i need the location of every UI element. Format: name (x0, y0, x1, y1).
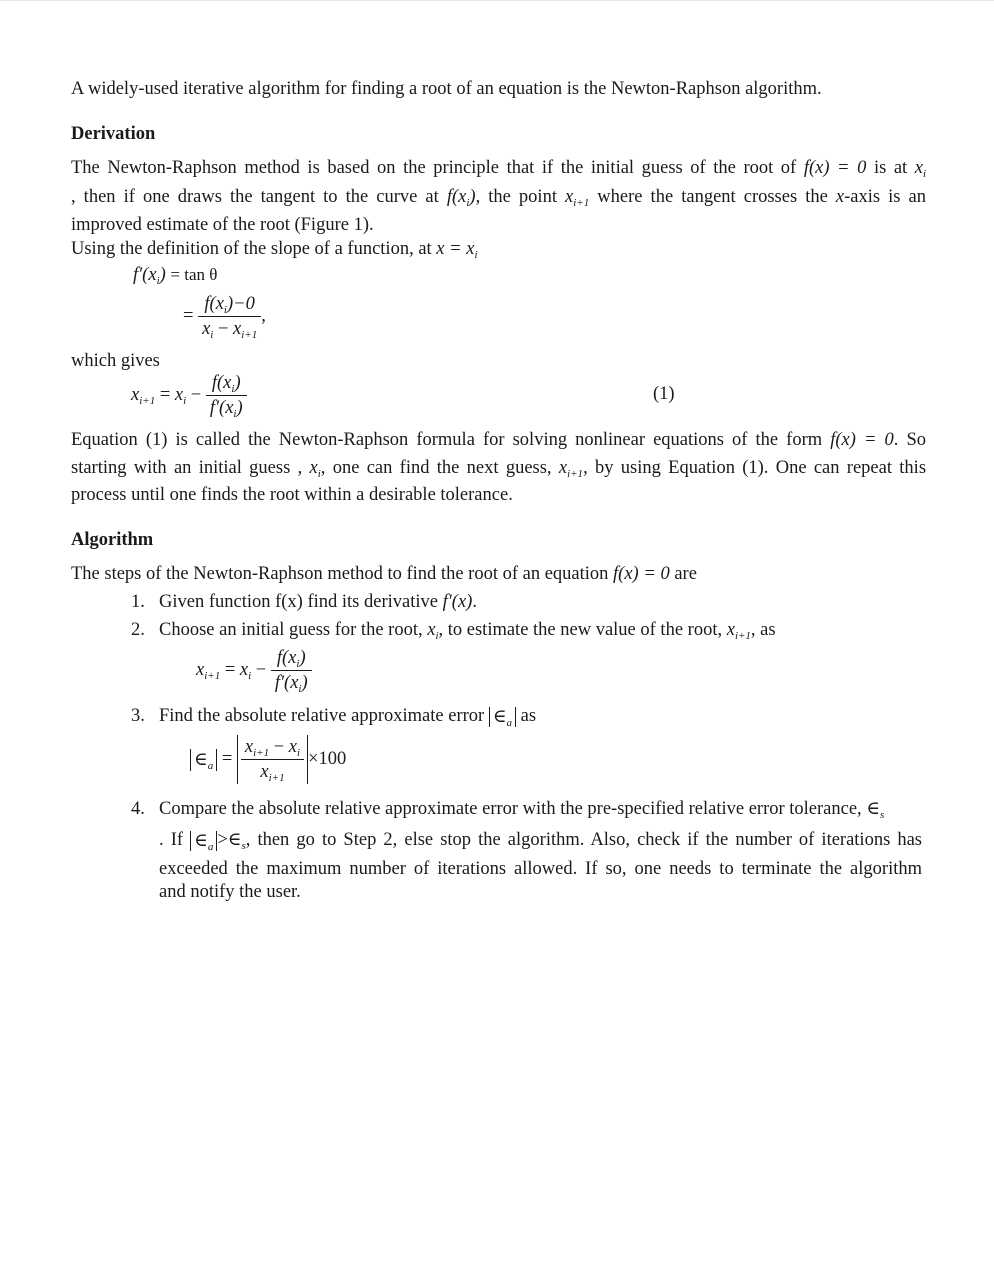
step-4-number: 4. (131, 799, 145, 819)
formula-explanation-line-3: process until one finds the root within a desirable tolerance. (71, 485, 513, 505)
step-1-text: Given function f(x) find its derivative f′(x). (159, 592, 477, 612)
x-i: $x_i$ (914, 158, 927, 180)
intro-paragraph: A widely-used iterative algorithm for finding a root of an equation is the Newton-Raphson algorithm. (71, 79, 822, 99)
derivation-paragraph-line-3: improved estimate of the root (Figure 1). (71, 215, 374, 235)
fx-equals-zero: f(x) = 0 (803, 158, 867, 178)
step-3-number: 3. (131, 706, 145, 726)
f-of-xi: $f(x_i)$ (446, 187, 476, 209)
algorithm-heading: Algorithm (71, 530, 154, 550)
formula-explanation-line-2: starting with an initial guess , $x_i$, one can find the next guess, $x_{i+1}$, by using Equation (1). One can repeat this (71, 458, 927, 480)
newton-raphson-formula: $x_{i+1} = x_i$ − $\frac{f(x_i)}{f'(x_i)}$ (131, 371, 247, 420)
formula-explanation-line-1: Equation (1) is called the Newton-Raphson formula for solving nonlinear equations of the form f(x) = 0. So (71, 430, 927, 450)
slope-definition-text: Using the definition of the slope of a function, at $x = x_i$ (71, 239, 478, 261)
step-2-text: Choose an initial guess for the root, $x_i$, to estimate the new value of the root, $x_{i+1}$, as (159, 620, 776, 642)
equation-number: (1) (653, 384, 675, 404)
derivation-paragraph-line-1: The Newton-Raphson method is based on the principle that if the initial guess of the root of f(x) = 0 is at $x_i$ (71, 158, 927, 180)
step-4-line-1: Compare the absolute relative approximate error with the pre-specified relative error tolerance, $\in_s$ (159, 799, 885, 821)
step-1-number: 1. (131, 592, 145, 612)
step-4-line-2: . If $\in_a$ $>\in_s$, then go to Step 2, else stop the algorithm. Also, check if the number of iterations has (159, 830, 923, 853)
derivation-paragraph-line-2: , then if one draws the tangent to the curve at $f(x_i)$, the point $x_{i+1}$ where the tangent crosses the x-axis is an (71, 187, 926, 209)
step-3-text: Find the absolute relative approximate error $\in_a$ as (159, 706, 537, 729)
step-2-number: 2. (131, 620, 145, 640)
derivative-equals-tan: $f'(x_i) = \tan \theta$ (133, 265, 218, 287)
step-2-formula: $x_{i+1} = x_i$ − $\frac{f(x_i)}{f'(x_i)}$ (196, 646, 312, 695)
step-4-line-3: exceeded the maximum number of iterations allowed. If so, one needs to terminate the algorithm (159, 859, 922, 879)
algorithm-intro: The steps of the Newton-Raphson method to find the root of an equation f(x) = 0 are (71, 564, 697, 584)
relative-error-formula: $\in_a$ = $\frac{x_{i+1} - x_i}{x_{i+1}}$ ×100 (190, 735, 346, 784)
which-gives-text: which gives (71, 351, 160, 371)
x-i-plus-1: $x_{i+1}$ (565, 187, 590, 209)
step-4-line-4: and notify the user. (159, 882, 301, 902)
derivation-heading: Derivation (71, 124, 156, 144)
slope-fraction: = $\frac{f(x_i)-0}{x_i - x_{i+1}}$ , (183, 294, 266, 341)
